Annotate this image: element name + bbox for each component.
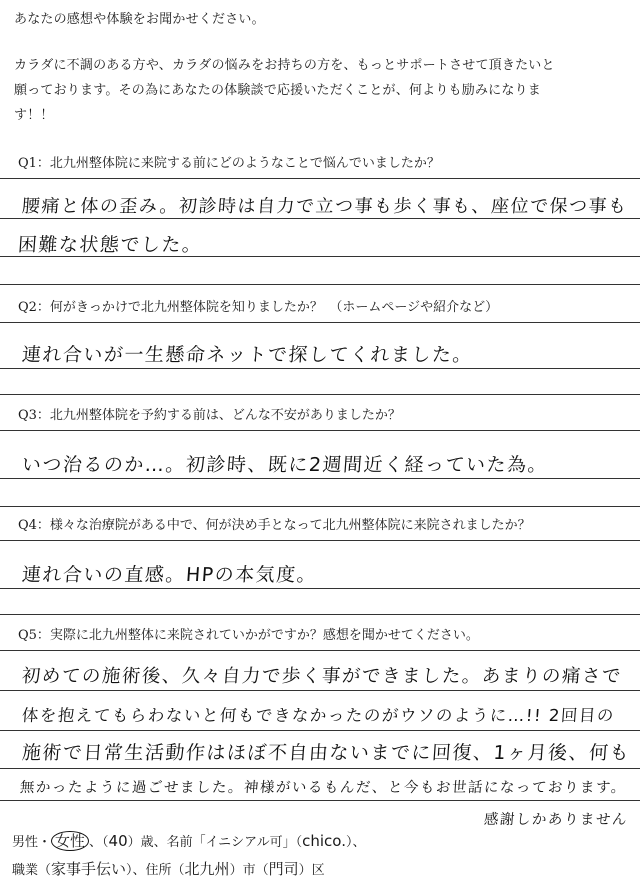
intro-line-2: 願っております。その為にあなたの体験談で応援いただくことが、何よりも励みになりま	[14, 83, 541, 98]
answer-line	[0, 768, 640, 769]
question-5-answer-line-2: 体を抱えてもらわないと何もできなかったのがウソのように…!! 2回目の	[21, 706, 616, 725]
question-4-label: Q4：様々な治療院がある中で、何が決め手となって北九州整体院に来院されましたか？	[18, 518, 531, 533]
answer-line	[0, 394, 640, 395]
age-value: 40	[108, 832, 128, 850]
question-3-answer-line-1: いつ治るのか…。初診時、既に2週間近く経っていた為。	[21, 454, 549, 476]
city-suffix: ）市（	[229, 863, 269, 878]
name-value: chico.	[302, 832, 346, 850]
answer-line	[0, 218, 640, 219]
answer-line	[0, 368, 640, 369]
question-5-answer-line-4: 無かったように過ごせました。神様がいるもんだ、と今もお世話になっております。	[19, 780, 628, 796]
answer-line	[0, 690, 640, 691]
address-label: ）、住所（	[126, 863, 185, 878]
city-value: 北九州	[184, 860, 230, 878]
answer-line	[0, 730, 640, 731]
answer-line	[0, 178, 640, 179]
question-1-label: Q1：北九州整体院に来院する前にどのようなことで悩んでいましたか？	[18, 156, 440, 171]
intro-line-1: カラダに不調のある方や、カラダの悩みをお持ちの方を、もっとサポートさせて頂きたいと	[14, 58, 555, 73]
gender-value: 女性	[51, 831, 89, 851]
answer-line	[0, 284, 640, 285]
question-4-answer-line-1: 連れ合いの直感。HPの本気度。	[21, 564, 318, 586]
answer-line	[0, 478, 640, 479]
job-value: 家事手伝い	[51, 860, 127, 878]
ward-suffix: ）区	[298, 863, 325, 878]
answer-line	[0, 588, 640, 589]
question-2-label: Q2：何がきっかけで北九州整体院を知りましたか？ （ホームページや紹介など）	[18, 300, 499, 315]
answer-line	[0, 800, 640, 801]
age-close: ）歳、名前「イニシアル可」（	[127, 835, 303, 850]
answer-line	[0, 322, 640, 323]
gender-label: 男性・	[12, 835, 52, 850]
answer-line	[0, 430, 640, 431]
question-5-answer-line-5: 感謝しかありません	[483, 812, 629, 828]
question-3-label: Q3：北九州整体院を予約する前は、どんな不安がありましたか？	[18, 408, 401, 423]
answer-line	[0, 540, 640, 541]
question-1-answer-line-1: 腰痛と体の歪み。初診時は自力で立つ事も歩く事も、座位で保つ事も	[21, 196, 629, 217]
job-label: 職業（	[12, 863, 52, 878]
answer-line	[0, 650, 640, 651]
question-2-answer-line-1: 連れ合いが一生懸命ネットで探してくれました。	[21, 344, 474, 366]
footer-address-line	[12, 858, 325, 879]
form-title: あなたの感想や体験をお聞かせください。	[14, 12, 265, 27]
question-5-answer-line-1: 初めての施術後、久々自力で歩く事ができました。あまりの痛さで	[21, 666, 623, 687]
answer-line	[0, 506, 640, 507]
answer-line	[0, 614, 640, 615]
ward-value: 門司	[268, 860, 299, 878]
question-5-answer-line-3: 施術で日常生活動作はほぼ不自由ないまでに回復、1ヶ月後、何も	[21, 742, 631, 764]
question-1-answer-line-2: 困難な状態でした。	[17, 234, 204, 256]
question-5-label: Q5：実際に北九州整体に来院されていかがですか？感想を聞かせてください。	[18, 628, 479, 643]
age-open: 、（	[89, 835, 109, 850]
intro-line-3: す！！	[14, 108, 54, 123]
name-close: ）、	[345, 835, 366, 850]
answer-line	[0, 256, 640, 257]
footer-profile-line	[12, 830, 365, 851]
